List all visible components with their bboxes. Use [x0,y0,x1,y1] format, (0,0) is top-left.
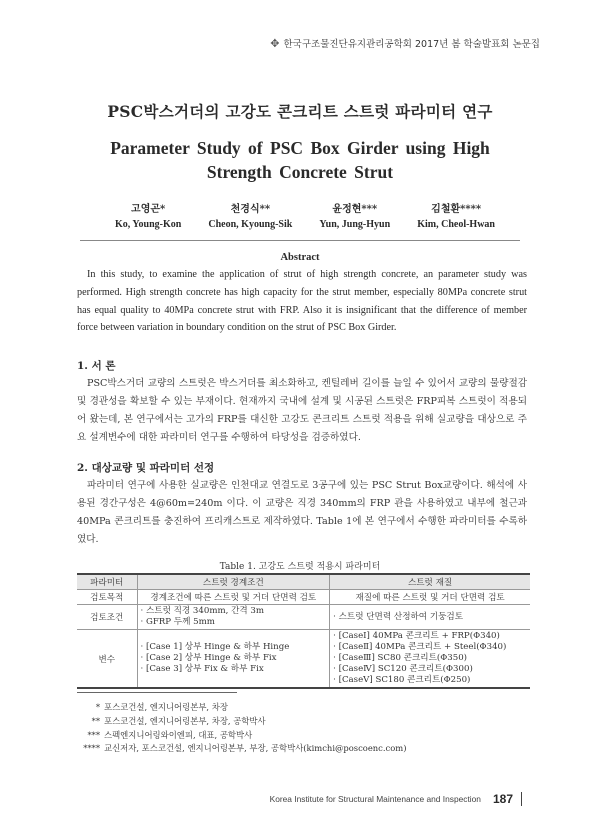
table-header-cell: 스트럿 경계조건 [137,574,330,590]
author-name-en: Yun, Jung-Hyun [319,219,391,230]
title-korean: PSC박스거더의 고강도 콘크리트 스트럿 파라미터 연구 [107,102,493,121]
footnote [80,715,406,729]
table-row [77,605,530,630]
table-cell [137,605,330,630]
table-row-label: 검토목적 [77,590,137,605]
footnote [80,742,406,756]
journal-header-text: 한국구조물진단유지관리공학회 2017년 봄 학술발표회 논문집 [283,39,540,50]
journal-header [270,36,540,50]
table-row-label: 변수 [77,630,137,689]
footnote-mark: *** [87,729,100,740]
page-number: 187 [492,792,513,806]
ornament-icon: ✥ [270,36,280,50]
footnote-mark: ** [91,715,100,726]
section-title: 1. 서 론 [77,360,116,372]
author-name-ko: 김철환**** [431,204,482,215]
table-cell-line: · [CaseⅣ] SC120 콘크리트(Φ300) [333,664,473,674]
table-cell-line: · [Case 2] 상부 Hinge & 하부 Fix [140,653,277,663]
table-caption: Table 1. 고강도 스트럿 적용시 파라미터 [219,562,381,572]
footnote [80,729,406,743]
author-name-en: Ko, Young-Kon [115,219,182,230]
table-cell-line: · [CaseⅢ] SC80 콘크리트(Φ350) [333,653,468,663]
table-cell [330,630,530,689]
footnotes [80,701,406,756]
section-title: 2. 대상교량 및 파라미터 선정 [77,462,215,474]
footnote-divider [77,692,237,693]
table-cell [330,605,530,630]
author-name-en: Cheon, Kyoung-Sik [208,219,293,230]
abstract-heading: Abstract [280,252,320,263]
title-english: Parameter Study of PSC Box Girder using High Strength Concrete Strut [110,138,490,182]
author-name-ko: 천경식** [230,204,271,215]
table-cell [137,630,330,689]
table-row [77,630,530,689]
section-body: PSC박스거더 교량의 스트럿은 박스거더를 최소화하고, 켄틸레버 길이를 늘일 수 있어서 교량의 물량절감 및 경관성을 확보할 수 있는 부재이다. 현재까지 국내에 설계 및 시공된 스트럿은 FRP피복 스트럿이 적용되어 왔는데, 본 연구에서는 고가의 FRP를 대신한 고강도 콘크리트 스트럿 적용을 위해 실교량을 대상으로 주요 설계변수에 대한 파라미터 연구를 수행하여 타당성을 검증하였다. [77,378,527,443]
author-name-ko: 고영곤* [131,204,166,215]
footer-institute: Korea Institute for Structural Maintenance and Inspection [269,794,481,804]
footnote-text: 포스코건설, 엔지니어링본부, 차장, 공학박사 [104,715,266,726]
section-body: 파라미터 연구에 사용한 실교량은 인천대교 연결도로 3공구에 있는 PSC Strut Box교량이다. 해석에 사용된 경간구성은 4@60m=240m 이다. 이 교량은 직경 340mm의 FRP 관을 사용하였고 내부에 철근과 40MPa 콘크리트를 충진하여 프리캐스트로 제작하였다. Table 1에 본 연구에서 수행한 파라미터를 수록하였다. [77,480,527,545]
table-cell: 경계조건에 따른 스트럿 및 거더 단면력 검토 [137,590,330,605]
page-footer [270,792,522,806]
author [417,200,495,230]
table-cell-line: · [Case 3] 상부 Fix & 하부 Fix [140,664,264,674]
table-cell-line: · [CaseⅡ] 40MPa 콘크리트 + Steel(Φ340) [333,642,507,652]
table-cell-line: · 스트럿 직경 340mm, 간격 3m [140,606,265,616]
table-cell-line: · [CaseⅠ] 40MPa 콘크리트 + FRP(Φ340) [333,631,500,641]
table-cell-line: · GFRP 두께 5mm [140,617,215,627]
footnote-mark: * [95,702,100,712]
author-name-ko: 윤정현*** [332,204,378,215]
table-header-cell: 파라미터 [77,574,137,590]
abstract-text: In this study, to examine the application of strut of high strength concrete, an parameter study was performed. High strength concrete has high capacity for the strut member, especially 80MPa concrete strut has equal quality to 40MPa concrete strut with FRP. Also it is insignificant that the difference of member force between variation in boundary condition on the strut of PSC Box Girder. [77,269,527,334]
author [319,200,390,230]
author-name-en: Kim, Cheol-Hwan [417,219,495,230]
table-cell-line: · [Case 1] 상부 Hinge & 하부 Hinge [140,642,290,652]
footnote-mark: **** [83,743,100,754]
table-header-cell: 스트럿 재질 [330,574,530,590]
footer-divider [521,792,522,806]
footnote-text: 포스코건설, 엔지니어링본부, 차장 [104,702,228,712]
table-row [77,590,530,605]
table-cell-line: · [CaseⅤ] SC180 콘크리트(Φ250) [333,675,471,685]
divider [80,240,520,241]
author-list [115,200,495,230]
table-row-label: 검토조건 [77,605,137,630]
footnote-text: 스펙엔지니어링와이엔피, 대표, 공학박사 [104,729,253,740]
footnote [80,701,406,715]
author [115,200,181,230]
author [208,200,292,230]
table-cell: 재질에 따른 스트럿 및 거더 단면력 검토 [330,590,530,605]
table-header-row [77,574,530,590]
footnote-text: 교신저자, 포스코건설, 엔지니어링본부, 부장, 공학박사(kimchi@poscoenc.com) [104,743,407,754]
table-cell-line: · 스트럿 단면력 산정하여 기둥검토 [333,611,464,622]
parameter-table [77,573,530,689]
